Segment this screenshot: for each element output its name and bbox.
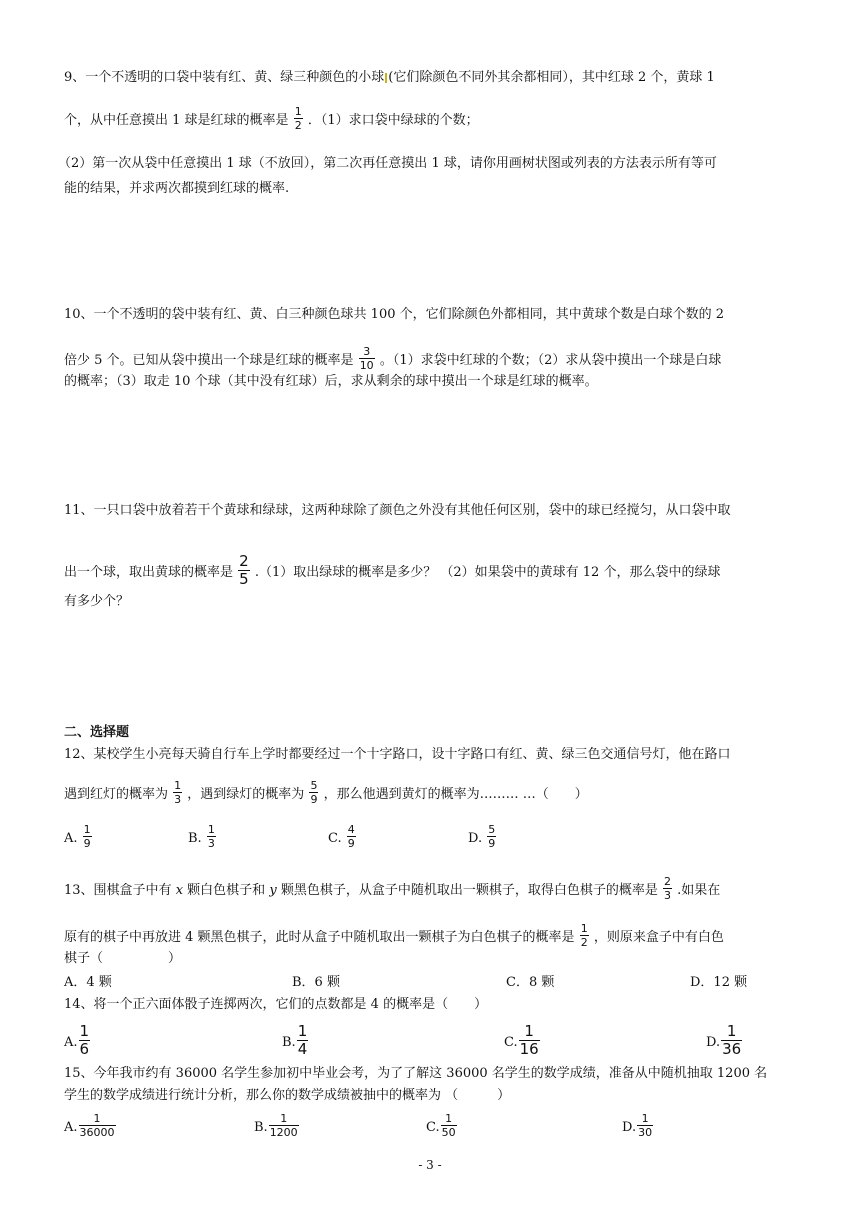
option-label: B. (188, 831, 202, 846)
option-fraction (79, 1024, 91, 1057)
option-label: C. (504, 1035, 518, 1050)
frac-numerator: 1 (93, 1112, 101, 1125)
q10-line1: 10、一个不透明的袋中装有红、黄、白三种颜色球共 100 个，它们除颜色外都相同，其中黄球个数是白球个数的 2 (64, 307, 725, 322)
page-number: - 3 - (418, 1158, 442, 1172)
frac-numerator: 5 (488, 823, 496, 836)
q13-option-d[interactable]: D．12 颗 (690, 975, 748, 990)
frac-numerator: 1 (174, 779, 182, 792)
option-label: D. (468, 831, 483, 846)
section-heading: 二、选择题 (64, 725, 130, 740)
q13-text-d: .如果在 (677, 883, 721, 898)
q13-fraction-half (580, 923, 589, 948)
q9-line1-text-a: 9、一个不透明的口袋中装有红、黄、绿三种颜色的小球 (64, 70, 385, 85)
option-fraction (269, 1113, 299, 1138)
option-label: B. (254, 1120, 268, 1135)
q13-text-f: ，则原来盒子中有白色 (593, 930, 724, 945)
q10-line2-text-a: 倍少 5 个。已知从袋中摸出一个球是红球的概率是 (64, 353, 354, 368)
q12-fraction-red (173, 780, 182, 805)
frac-denominator: 3 (207, 837, 215, 850)
q9-line1-text-b: (它们除颜色不同外其余都相同），其中红球 2 个，黄球 1 (388, 70, 715, 85)
q13-option-b[interactable]: B．6 颗 (292, 975, 340, 990)
q12-line2-text-c: ，那么他遇到黄灯的概率为……… …（ ） (323, 787, 588, 802)
q13-text-e: 原有的棋子中再放进 4 颗黑色棋子，此时从盒子中随机取出一颗棋子为白色棋子的概率是 (64, 930, 575, 945)
frac-numerator: 1 (79, 1022, 90, 1040)
q13-line3: 棋子（ ） (64, 951, 182, 966)
q10-fraction (359, 346, 375, 371)
option-label: A. (64, 1035, 78, 1050)
q13-fraction-white (663, 876, 672, 901)
option-fraction (721, 1024, 742, 1057)
q9-line1 (64, 70, 715, 86)
q13-line1 (64, 875, 721, 903)
q13-text-a: 13、围棋盒子中有 (64, 883, 172, 898)
frac-denominator: 10 (359, 359, 374, 372)
frac-numerator: 1 (207, 823, 215, 836)
q9-line2-text-b: ．（1）求口袋中绿球的个数； (307, 113, 479, 128)
option-label: C. (426, 1120, 440, 1135)
frac-denominator: 16 (519, 1040, 539, 1058)
q12-option-a[interactable] (64, 823, 93, 851)
q10-line2-text-b: 。（1）求袋中红球的个数；（2）求从袋中摸出一个球是白球 (379, 353, 722, 368)
q9-line4: 能的结果，并求两次都摸到红球的概率. (64, 181, 290, 196)
option-fraction (207, 824, 216, 849)
frac-denominator: 2 (294, 119, 302, 132)
frac-denominator: 30 (638, 1126, 653, 1139)
q15-line2: 学生的数学成绩进行统计分析，那么你的数学成绩被抽中的概率为 （ ） (64, 1088, 511, 1103)
frac-denominator: 1200 (269, 1126, 298, 1139)
q11-line2 (64, 552, 721, 589)
q11-line3: 有多少个？ (64, 594, 130, 609)
q15-option-a[interactable] (64, 1112, 117, 1140)
frac-denominator: 6 (79, 1040, 90, 1058)
q14-option-c[interactable] (504, 1022, 541, 1059)
frac-numerator: 1 (726, 1022, 737, 1040)
q12-line2-text-a: 遇到红灯的概率为 (64, 787, 169, 802)
q12-line2-text-b: ，遇到绿灯的概率为 (187, 787, 305, 802)
option-fraction (637, 1113, 653, 1138)
q15-option-b[interactable] (254, 1112, 300, 1140)
q14-option-b[interactable] (282, 1022, 309, 1059)
frac-denominator: 36 (722, 1040, 742, 1058)
q12-option-c[interactable] (328, 823, 357, 851)
option-label: C. (328, 831, 342, 846)
frac-numerator: 1 (280, 1112, 288, 1125)
option-label: B. (282, 1035, 296, 1050)
frac-denominator: 4 (297, 1040, 308, 1058)
frac-denominator: 2 (580, 936, 588, 949)
q13-option-a[interactable]: A．4 颗 (64, 975, 112, 990)
frac-numerator: 2 (239, 552, 249, 570)
q9-line2-text-a: 个，从中任意摸出 1 球是红球的概率是 (64, 113, 289, 128)
q9-line2 (64, 105, 479, 133)
frac-numerator: 1 (524, 1022, 534, 1040)
frac-numerator: 1 (83, 823, 91, 836)
frac-denominator: 3 (663, 889, 671, 902)
frac-denominator: 9 (488, 837, 496, 850)
option-label: D. (706, 1035, 721, 1050)
option-label: A. (64, 831, 78, 846)
frac-numerator: 1 (297, 1022, 308, 1040)
option-fraction (347, 824, 356, 849)
option-fraction (297, 1024, 309, 1057)
frac-numerator: 3 (363, 345, 371, 358)
option-fraction (487, 824, 496, 849)
q14-option-a[interactable] (64, 1022, 91, 1059)
q14-option-d[interactable] (706, 1022, 743, 1059)
q13-text-b: 颗白色棋子和 (187, 883, 266, 898)
frac-numerator: 2 (663, 875, 671, 888)
q14-line1: 14、将一个正六面体骰子连掷两次，它们的点数都是 4 的概率是（ ） (64, 997, 488, 1012)
q9-line3: （2）第一次从袋中任意摸出 1 球（不放回），第二次再任意摸出 1 球，请你用画树状图或列表的方法表示所有等可 (58, 156, 717, 171)
option-fraction (83, 824, 92, 849)
frac-numerator: 1 (580, 922, 588, 935)
q15-option-d[interactable] (622, 1112, 654, 1140)
q15-line1: 15、今年我市约有 36000 名学生参加初中毕业会考，为了了解这 36000 名学生的数学成绩，准备从中随机抽取 1200 名 (64, 1066, 768, 1081)
q10-line2 (64, 345, 722, 373)
frac-numerator: 4 (347, 823, 355, 836)
q11-fraction (238, 554, 250, 587)
q11-line1: 11、一只口袋中放着若干个黄球和绿球，这两种球除了颜色之外没有其他任何区别，袋中的球已经搅匀，从口袋中取 (64, 503, 731, 518)
variable-y: y (269, 883, 277, 898)
q12-line1: 12、某校学生小亮每天骑自行车上学时都要经过一个十字路口，设十字路口有红、黄、绿三色交通信号灯，他在路口 (64, 747, 731, 762)
frac-denominator: 9 (347, 837, 355, 850)
q10-line3: 的概率；（3）取走 10 个球（其中没有红球）后，求从剩余的球中摸出一个球是红球的概率。 (64, 374, 598, 389)
frac-denominator: 3 (174, 793, 182, 806)
option-label: A. (64, 1120, 78, 1135)
q9-fraction (294, 106, 303, 131)
q12-option-b[interactable] (188, 823, 217, 851)
frac-numerator: 1 (445, 1112, 453, 1125)
option-label: D. (622, 1120, 637, 1135)
frac-denominator: 5 (239, 570, 249, 588)
q13-line2 (64, 922, 724, 950)
frac-denominator: 9 (310, 793, 318, 806)
frac-denominator: 9 (83, 837, 91, 850)
q15-option-c[interactable] (426, 1112, 458, 1140)
option-fraction (519, 1024, 540, 1057)
frac-numerator: 1 (294, 105, 302, 118)
q13-option-c[interactable]: C．8 颗 (506, 975, 555, 990)
frac-denominator: 50 (441, 1126, 456, 1139)
q12-line2 (64, 779, 588, 807)
option-fraction (79, 1113, 116, 1138)
q11-line2-text-b: .（1）取出绿球的概率是多少？ （2）如果袋中的黄球有 12 个，那么袋中的绿球 (254, 565, 721, 580)
text-cursor-mark-icon (385, 73, 387, 83)
frac-numerator: 5 (310, 779, 318, 792)
q12-fraction-green (309, 780, 318, 805)
frac-numerator: 1 (641, 1112, 649, 1125)
q11-line2-text-a: 出一个球，取出黄球的概率是 (64, 565, 234, 580)
q12-option-d[interactable] (468, 823, 497, 851)
variable-x: x (175, 883, 184, 898)
frac-denominator: 36000 (79, 1126, 115, 1139)
option-fraction (441, 1113, 457, 1138)
q13-text-c: 颗黑色棋子，从盒子中随机取出一颗棋子，取得白色棋子的概率是 (280, 883, 658, 898)
